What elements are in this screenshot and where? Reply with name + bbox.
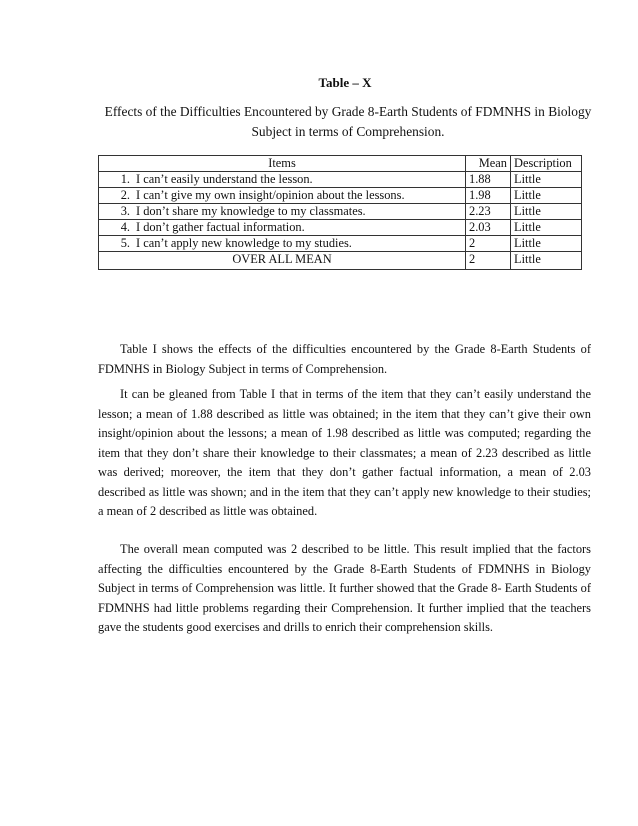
item-text: I don’t share my knowledge to my classmates. <box>136 204 366 218</box>
paragraph-intro: Table I shows the effects of the difficulties encountered by the Grade 8-Earth Students of FDMNHS in Biology Subject in terms of Comprehension. <box>98 342 591 376</box>
table-row <box>99 188 582 204</box>
item-cell <box>99 220 466 236</box>
table-title: Table – X <box>318 75 372 90</box>
header-description: Description <box>511 156 582 172</box>
item-text: I can’t give my own insight/opinion about the lessons. <box>136 188 405 202</box>
item-number: 3. <box>120 204 130 218</box>
item-number: 5. <box>120 236 130 250</box>
item-text: I don’t gather factual information. <box>136 220 305 234</box>
table-row <box>99 204 582 220</box>
table-caption: Effects of the Difficulties Encountered by Grade 8-Earth Students of FDMNHS in Biology Subject in terms of Comprehension. <box>104 104 592 139</box>
item-cell <box>99 204 466 220</box>
mean-cell: 2.03 <box>466 220 511 236</box>
description-cell: Little <box>511 172 582 188</box>
paragraph-item-analysis: It can be gleaned from Table I that in terms of the item that they can’t easily understand the lesson; a mean of 1.88 described as little was obtained; in the item that they can’t give their own insight/opinion about the lessons; a mean of 1.98 described as little was computed; regarding the item that they don’t share their knowledge to their classmates; a mean of 2.23 described as little was derived; moreover, the item that they don’t gather factual information, a mean of 2.03 described as little was shown; and in the item that they can’t apply new knowledge to their studies; a mean of 2 described as little was obtained. <box>98 387 591 518</box>
header-items: Items <box>99 156 466 172</box>
overall-mean-label: OVER ALL MEAN <box>99 252 466 270</box>
item-number: 2. <box>120 188 130 202</box>
table-row <box>99 172 582 188</box>
overall-mean-row <box>99 252 582 270</box>
mean-cell: 2.23 <box>466 204 511 220</box>
mean-cell: 1.98 <box>466 188 511 204</box>
header-mean: Mean <box>466 156 511 172</box>
item-cell <box>99 172 466 188</box>
item-number: 1. <box>120 172 130 186</box>
item-number: 4. <box>120 220 130 234</box>
mean-cell: 1.88 <box>466 172 511 188</box>
description-cell: Little <box>511 220 582 236</box>
description-cell: Little <box>511 204 582 220</box>
item-cell <box>99 236 466 252</box>
results-table <box>98 155 582 270</box>
description-cell: Little <box>511 236 582 252</box>
mean-cell: 2 <box>466 236 511 252</box>
paragraph-overall: The overall mean computed was 2 described to be little. This result implied that the factors affecting the difficulties encountered by the Grade 8-Earth Students of FDMNHS in Biology Subject in terms of Comprehension was little. It further showed that the Grade 8- Earth Students of FDMNHS had little problems regarding their Comprehension. It further implied that the teachers gave the students good exercises and drills to enrich their comprehension skills. <box>98 542 591 634</box>
table-row <box>99 220 582 236</box>
overall-mean-description: Little <box>511 252 582 270</box>
item-text: I can’t easily understand the lesson. <box>136 172 313 186</box>
item-cell <box>99 188 466 204</box>
description-cell: Little <box>511 188 582 204</box>
overall-mean-value: 2 <box>466 252 511 270</box>
table-row <box>99 236 582 252</box>
item-text: I can’t apply new knowledge to my studies. <box>136 236 352 250</box>
table-header-row <box>99 156 582 172</box>
